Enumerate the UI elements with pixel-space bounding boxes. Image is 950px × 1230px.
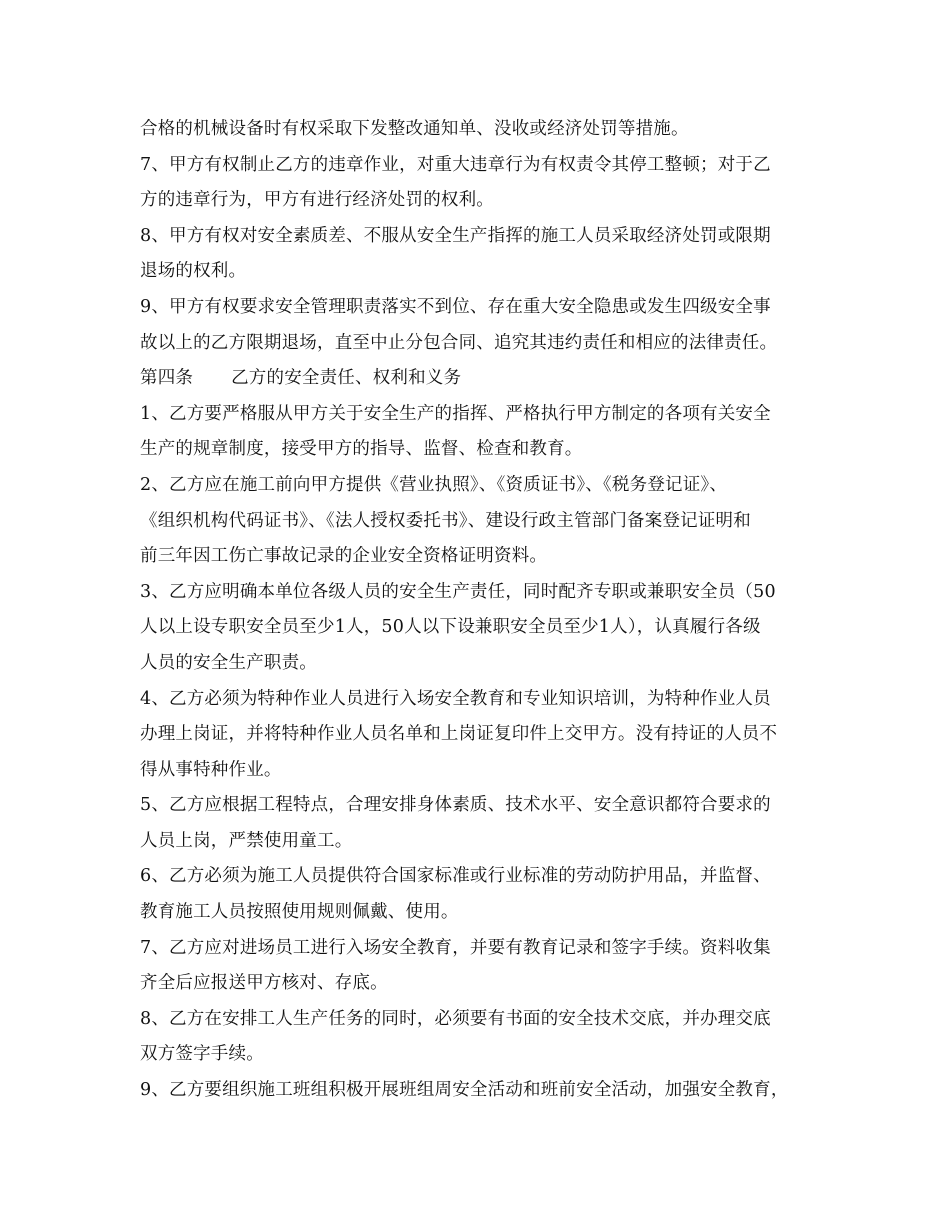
text-line: 生产的规章制度，接受甲方的指导、监督、检查和教育。 — [140, 439, 583, 460]
text-line: 2、乙方应在施工前向甲方提供《营业执照》、《资质证书》、《税务登记证》、 — [140, 474, 728, 495]
article-heading — [140, 361, 830, 397]
text-line: 4、乙方必须为特种作业人员进行入场安全教育和专业知识培训，为特种作业人员 — [140, 688, 771, 709]
text-line: 齐全后应报送甲方核对、存底。 — [140, 973, 388, 994]
text-line: 9、乙方要组织施工班组积极开展班组周安全活动和班前安全活动，加强安全教育， — [140, 1080, 789, 1101]
text-line: 1、乙方要严格服从甲方关于安全生产的指挥、严格执行甲方制定的各项有关安全 — [140, 403, 771, 424]
text-line: 8、甲方有权对安全素质差、不服从安全生产指挥的施工人员采取经济处罚或限期 — [140, 225, 771, 246]
text-line: 3、乙方应明确本单位各级人员的安全生产责任，同时配齐专职或兼职安全员（50 — [140, 581, 776, 602]
text-line: 人以上设专职安全员至少1人，50人以下设兼职安全员至少1人），认真履行各级 — [140, 617, 761, 638]
text-line: 5、乙方应根据工程特点，合理安排身体素质、技术水平、安全意识都符合要求的 — [140, 795, 771, 816]
text-line: 退场的权利。 — [140, 261, 247, 282]
text-line: 办理上岗证，并将特种作业人员名单和上岗证复印件上交甲方。没有持证的人员不 — [140, 724, 778, 745]
text-line: 前三年因工伤亡事故记录的企业安全资格证明资料。 — [140, 546, 548, 567]
text-line: 9、甲方有权要求安全管理职责落实不到位、存在重大安全隐患或发生四级安全事 — [140, 296, 771, 317]
article-number: 第四条 — [140, 368, 194, 389]
text-line: 《组织机构代码证书》、《法人授权委托书》、建设行政主管部门备案登记证明和 — [140, 510, 751, 531]
text-line: 合格的机械设备时有权采取下发整改通知单、没收或经济处罚等措施。 — [140, 119, 689, 139]
text-line: 得从事特种作业。 — [140, 759, 282, 780]
text-line: 双方签字手续。 — [140, 1044, 264, 1065]
article-title: 乙方的安全责任、权利和义务 — [231, 368, 462, 389]
text-line: 方的违章行为，甲方有进行经济处罚的权利。 — [140, 190, 494, 211]
text-line: 故以上的乙方限期退场，直至中止分包合同、追究其违约责任和相应的法律责任。 — [140, 332, 778, 353]
text-line: 人员上岗，严禁使用童工。 — [140, 830, 353, 851]
text-line: 7、甲方有权制止乙方的违章作业，对重大违章行为有权责令其停工整顿；对于乙 — [140, 154, 771, 175]
text-line: 人员的安全生产职责。 — [140, 652, 317, 673]
text-line: 8、乙方在安排工人生产任务的同时，必须要有书面的安全技术交底，并办理交底 — [140, 1008, 771, 1029]
text-line: 6、乙方必须为施工人员提供符合国家标准或行业标准的劳动防护用品，并监督、 — [140, 866, 771, 887]
document-body — [140, 112, 830, 1109]
text-line: 7、乙方应对进场员工进行入场安全教育，并要有教育记录和签字手续。资料收集 — [140, 937, 771, 958]
text-line: 教育施工人员按照使用规则佩戴、使用。 — [140, 902, 459, 923]
